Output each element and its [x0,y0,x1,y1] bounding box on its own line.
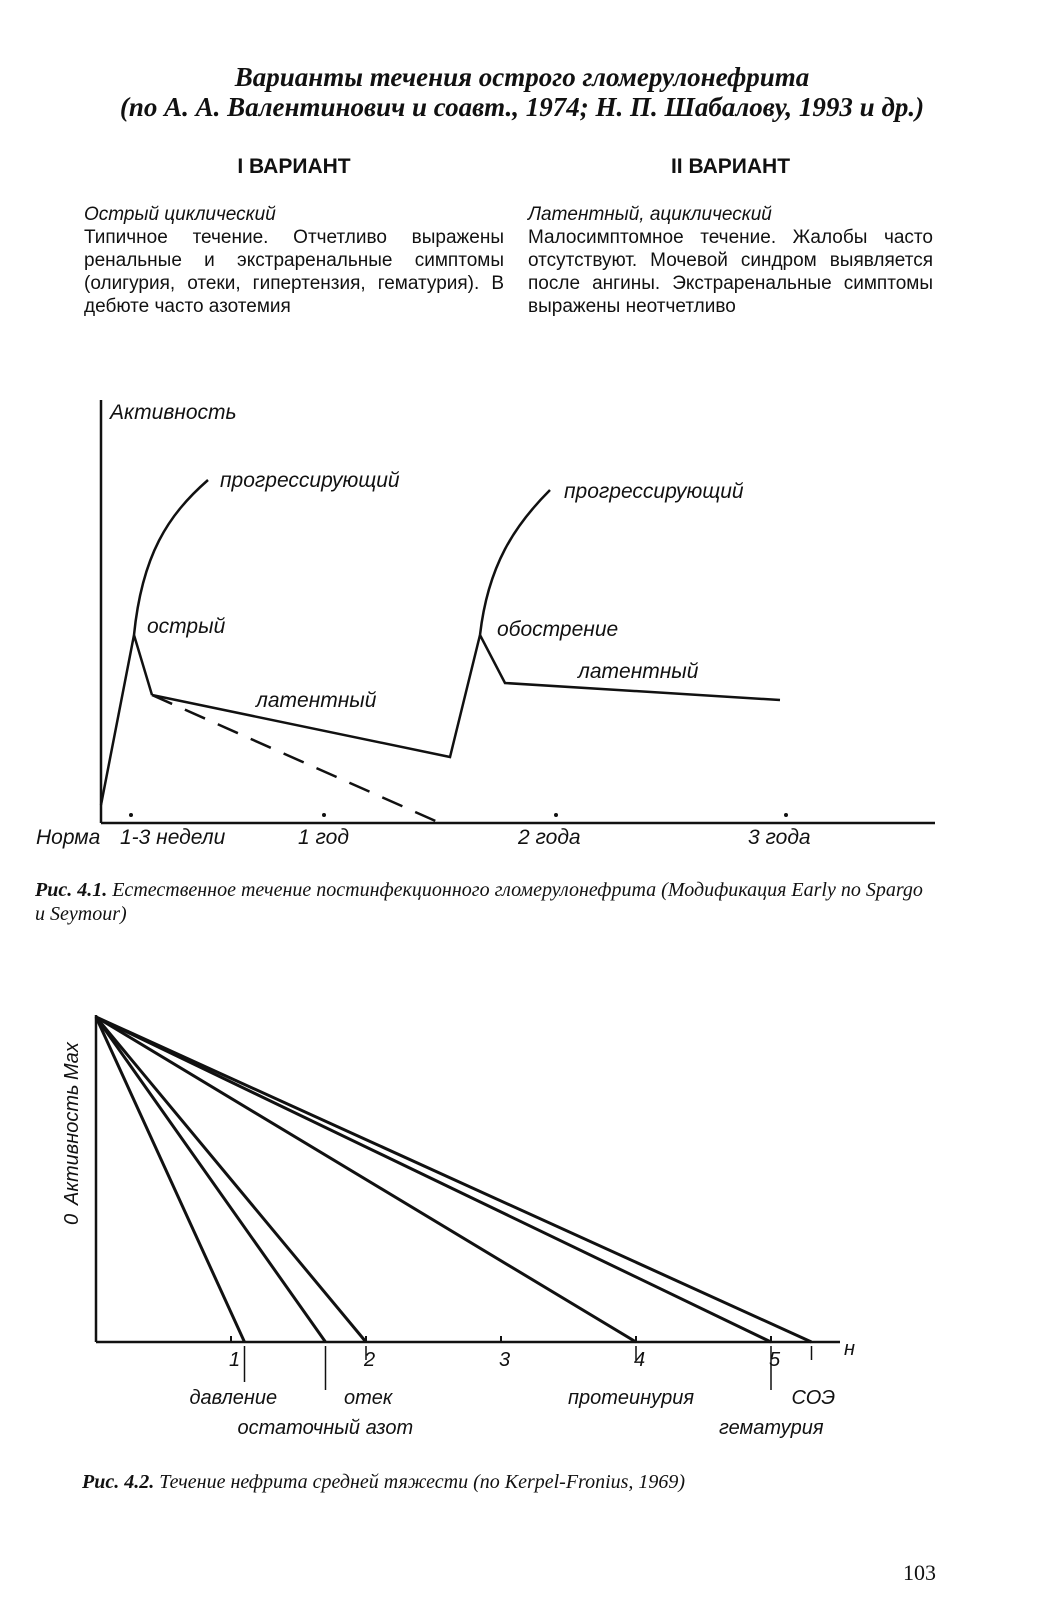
fig1-label-latent-1: латентный [256,689,377,712]
fig1-progressive-line-2 [480,490,550,635]
variant-2-subtitle: Латентный, ациклический [528,204,772,225]
fig1-xtick-year2: 2 года [518,826,581,849]
fig2-series-label-5: гематурия [719,1417,824,1439]
fig1-tick-year2 [554,813,558,817]
fig2-series-line-6 [96,1017,812,1342]
fig1-ylabel: Активность [110,401,237,424]
fig1-caption-label: Рис. 4.1. [35,879,108,901]
fig2-xtick-label-1: 1 [229,1349,241,1371]
fig2-caption-text: Течение нефрита средней тяжести (по Kerpel-Fronius, 1969) [159,1471,686,1493]
fig1-acute-line [101,635,152,805]
title-line-1: Варианты течения острого гломерулонефрита [234,62,810,92]
fig1-tick-weeks [129,813,133,817]
fig2-ylabel: Активность [61,1084,83,1205]
fig1-xtick-weeks: 1-3 недели [120,826,226,849]
fig2-xtick-label-3: 3 [499,1349,511,1371]
fig1-caption-text: Естественное течение постинфекционного гломерулонефрита (Модификация Early по Spargo и Seymour) [35,879,923,925]
fig1-tick-year1 [322,813,326,817]
figure-4-2-caption [82,1470,982,1494]
fig1-progressive-line-1 [134,480,208,635]
fig1-recovery-dashed-line [152,695,440,823]
fig2-series-label-6: СОЭ [791,1387,836,1409]
fig2-series-line-5 [96,1017,771,1342]
page-title [20,62,1024,122]
variant-1-text: Типичное течение. Отчетливо выражены ренальные и экстраренальные симптомы (олигурия, отеки, гипертензия, гематурия). В дебюте часто азотемия [84,227,504,317]
fig1-label-latent-2: латентный [578,660,699,683]
figure-4-1-caption [35,878,935,926]
fig2-series-label-3: отек [344,1387,393,1409]
figure-4-1 [0,395,1044,865]
variant-1-heading: I ВАРИАНТ [237,155,351,178]
variant-2-heading: II ВАРИАНТ [670,155,791,178]
fig2-xtick-label-2: 2 [364,1349,376,1371]
fig2-caption-label: Рис. 4.2. [82,1471,155,1493]
fig2-ytick-zero: 0 [61,1213,83,1225]
fig2-ytick-max: Max [61,1042,83,1080]
fig2-series-label-1: давление [189,1387,278,1409]
fig2-xtick-label-5: 5 [769,1349,781,1371]
fig2-series-line-1 [96,1017,245,1342]
fig1-label-exacerbation: обострение [497,618,619,641]
variant-2 [528,155,933,318]
figure-4-2 [0,1015,1044,1455]
fig1-label-progressive-2: прогрессирующий [564,480,744,503]
fig2-series-line-4 [96,1017,636,1342]
fig2-series-label-4: протеинурия [568,1387,695,1409]
variant-1 [84,155,504,318]
page-number: 103 [903,1560,936,1585]
fig2-series-label-2: остаточный азот [237,1417,414,1439]
fig1-xtick-year1: 1 год [298,826,349,849]
fig2-xtick-label-4: 4 [634,1349,646,1371]
fig1-label-acute: острый [147,615,226,638]
fig2-series-line-2 [96,1017,326,1342]
fig1-xtick-year3: 3 года [748,826,811,849]
fig1-xtick-norm: Норма [36,826,101,849]
variant-1-subtitle: Острый циклический [84,204,276,225]
variant-2-text: Малосимптомное течение. Жалобы часто отсутствуют. Мочевой синдром выявляется после ангины. Экстраренальные симптомы выражены неотчетливо [528,227,933,317]
title-line-2: (по А. А. Валентинович и соавт., 1974; Н. П. Шабалову, 1993 и др.) [119,92,925,122]
fig1-label-progressive-1: прогрессирующий [220,469,400,492]
fig1-tick-year3 [784,813,788,817]
fig2-xlabel: н [844,1338,856,1360]
fig2-series-line-3 [96,1017,366,1342]
